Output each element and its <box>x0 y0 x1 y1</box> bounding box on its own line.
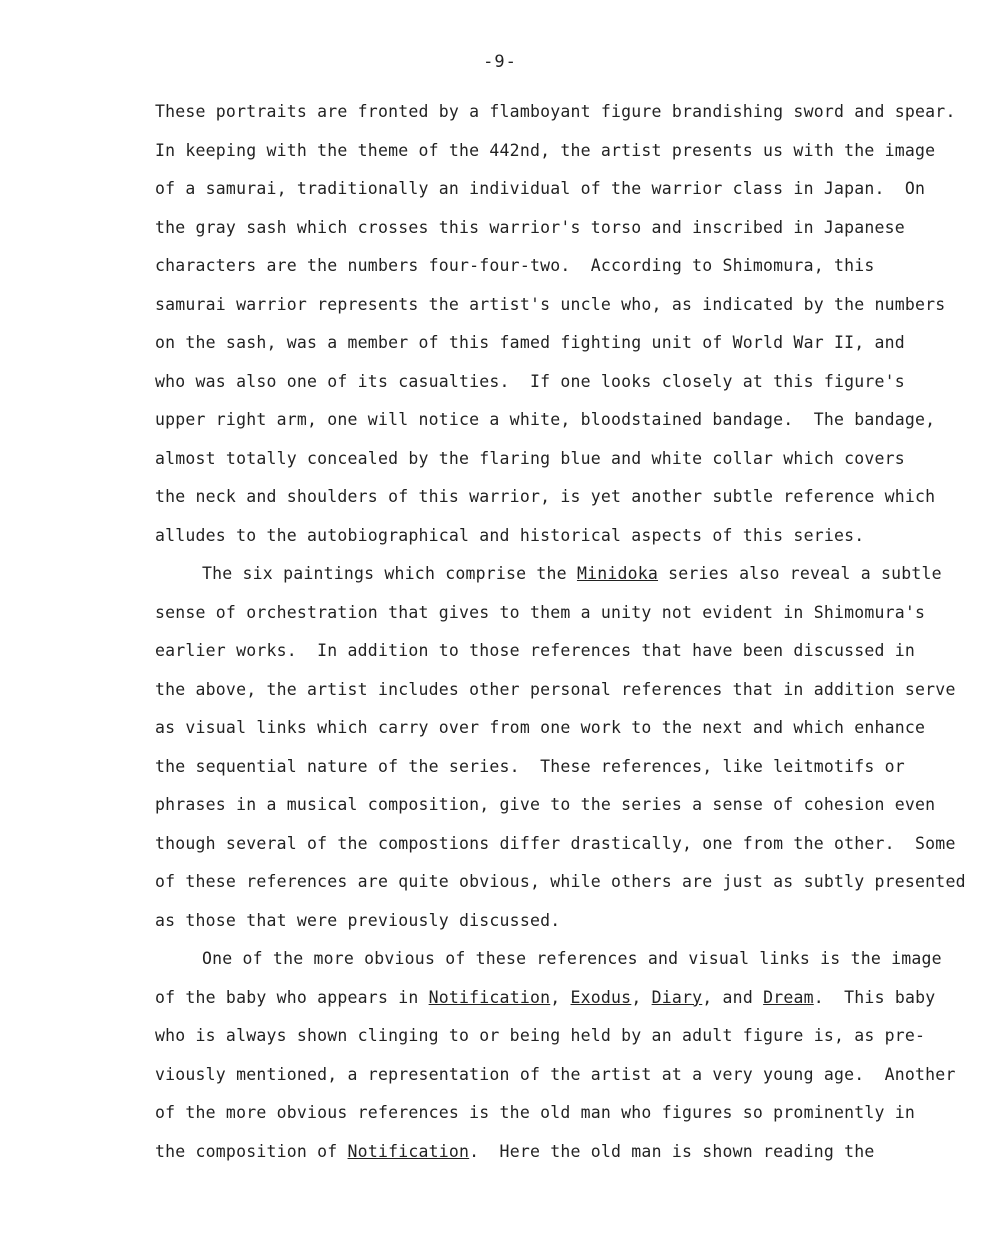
body-text <box>155 93 966 1171</box>
text-segment: alludes to the autobiographical and historical aspects of this series. <box>155 525 865 545</box>
text-segment: , <box>631 987 652 1007</box>
text-segment: as visual links which carry over from one work to the next and which enhance <box>155 718 926 737</box>
text-segment: almost totally concealed by the flaring blue and white collar which covers <box>155 448 905 468</box>
paragraph <box>155 555 966 940</box>
text-line <box>155 286 945 325</box>
text-segment: who was also one of its casualties. If one looks closely at this figure's <box>155 371 905 391</box>
text-line <box>155 786 945 825</box>
text-segment: In keeping with the theme of the 442nd, the artist presents us with the image <box>155 140 936 160</box>
text-line <box>155 555 945 594</box>
text-segment: , and <box>702 987 764 1007</box>
work-title: Exodus <box>570 987 632 1007</box>
text-segment: These portraits are fronted by a flamboyant figure brandishing sword and spear. <box>155 102 956 121</box>
text-line <box>155 825 956 864</box>
work-title: Minidoka <box>576 564 659 583</box>
text-segment: who is always shown clinging to or being held by an adult figure is, as pre- <box>155 1026 926 1045</box>
text-line <box>155 1056 956 1095</box>
text-segment: of the baby who appears in <box>155 987 429 1007</box>
text-segment: earlier works. In addition to those references that have been discussed in <box>155 641 916 660</box>
text-segment: viously mentioned, a representation of the artist at a very young age. Another <box>155 1064 956 1084</box>
text-segment: of a samurai, traditionally an individual of the warrior class in Japan. On <box>155 179 926 198</box>
text-segment: series also reveal a subtle <box>658 564 942 583</box>
text-segment: the composition of <box>155 1141 348 1161</box>
text-segment: The six paintings which comprise the <box>202 564 577 583</box>
text-line <box>155 401 945 440</box>
text-line <box>155 324 945 363</box>
text-line <box>155 132 945 171</box>
paragraph <box>155 93 956 555</box>
text-segment: the above, the artist includes other personal references that in addition serve <box>155 679 956 699</box>
text-line <box>155 209 945 248</box>
text-line <box>155 671 956 710</box>
text-segment: the gray sash which crosses this warrior's torso and inscribed in Japanese <box>155 217 905 237</box>
text-segment: the sequential nature of the series. These references, like leitmotifs or <box>155 756 905 776</box>
text-line <box>155 748 945 787</box>
text-line <box>155 940 945 979</box>
text-segment: One of the more obvious of these references and visual links is the image <box>202 949 942 968</box>
text-segment: sense of orchestration that gives to them a unity not evident in Shimomura's <box>155 602 926 622</box>
text-segment: the neck and shoulders of this warrior, is yet another subtle reference which <box>155 487 936 506</box>
text-line <box>155 478 945 517</box>
text-line <box>155 1094 945 1133</box>
text-segment: . This baby <box>813 987 936 1007</box>
text-segment: of these references are quite obvious, while others are just as subtly presented <box>155 872 966 891</box>
paragraph <box>155 940 956 1171</box>
text-segment: characters are the numbers four-four-two. According to Shimomura, this <box>155 256 875 275</box>
text-segment: of the more obvious references is the old man who figures so prominently in <box>155 1103 916 1122</box>
text-segment: upper right arm, one will notice a white, bloodstained bandage. The bandage, <box>155 410 936 429</box>
text-segment: samurai warrior represents the artist's uncle who, as indicated by the numbers <box>155 294 946 314</box>
text-segment: though several of the compostions differ drastically, one from the other. Some <box>155 833 956 853</box>
text-line <box>155 863 966 902</box>
text-line <box>155 517 945 556</box>
text-line <box>155 594 945 633</box>
work-title: Dream <box>763 987 814 1007</box>
text-line <box>155 247 945 286</box>
text-line <box>155 632 945 671</box>
text-segment: as those that were previously discussed. <box>155 910 561 930</box>
text-line <box>155 363 945 402</box>
text-line <box>155 979 945 1018</box>
text-segment: . Here the old man is shown reading the <box>469 1141 875 1161</box>
text-line <box>155 709 945 748</box>
work-title: Notification <box>428 987 551 1007</box>
work-title: Diary <box>651 987 703 1007</box>
text-segment: phrases in a musical composition, give to the series a sense of cohesion even <box>155 795 936 814</box>
work-title: Notification <box>347 1141 470 1161</box>
text-line <box>155 1017 945 1056</box>
text-segment: on the sash, was a member of this famed fighting unit of World War II, and <box>155 333 905 352</box>
text-line <box>155 93 956 132</box>
text-line <box>155 440 945 479</box>
text-line <box>155 902 945 941</box>
text-segment: , <box>550 987 571 1007</box>
page-number: -9- <box>483 52 517 72</box>
text-line <box>155 170 945 209</box>
text-line <box>155 1133 945 1172</box>
